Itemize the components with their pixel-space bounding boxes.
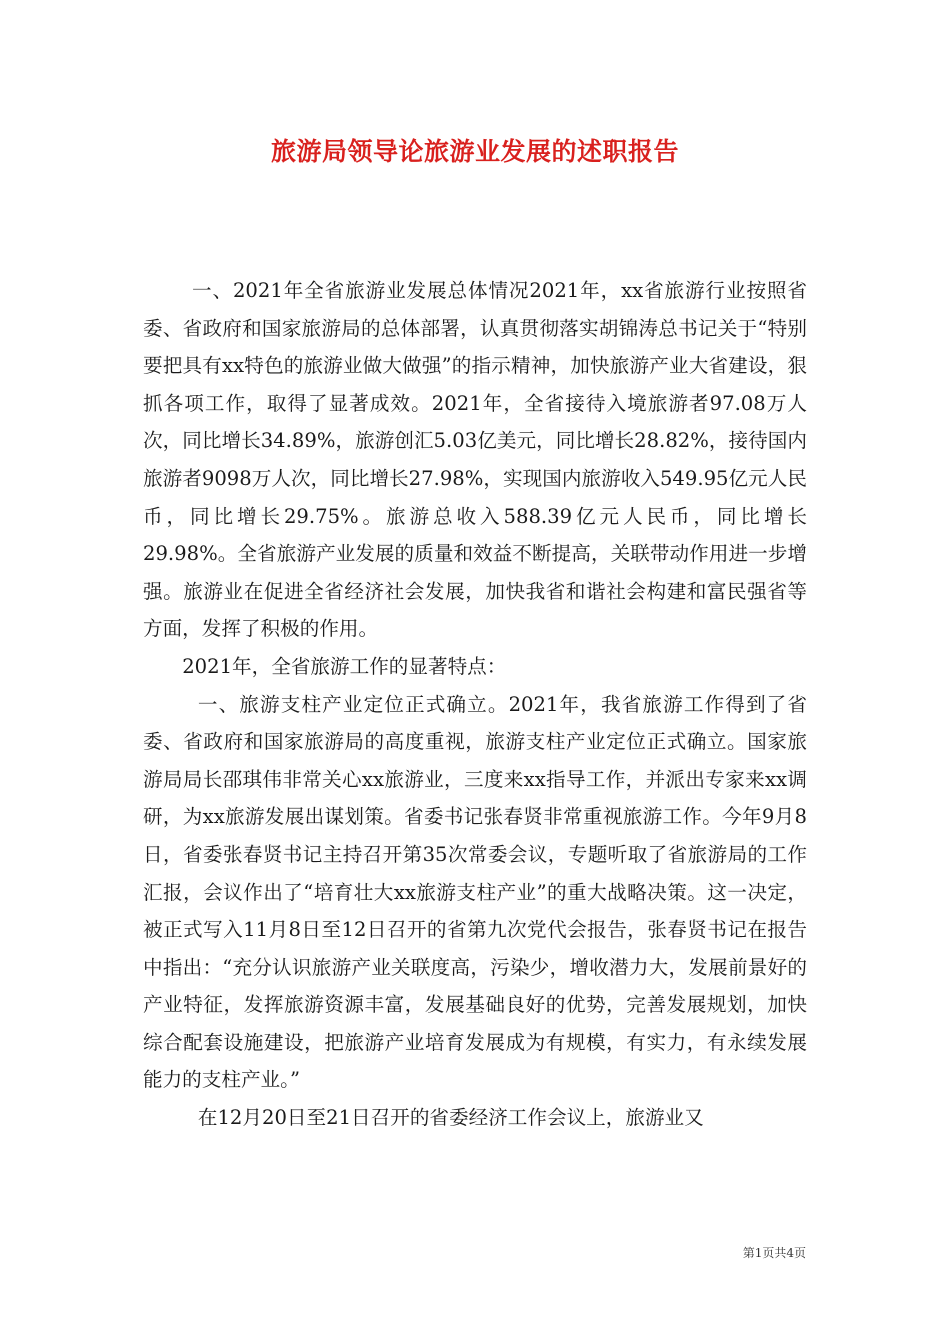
paragraph-overview: 一、2021年全省旅游业发展总体情况2021年，xx省旅游行业按照省委、省政府和国家旅游局的总体部署，认真贯彻落实胡锦涛总书记关于“特别要把具有xx特色的旅游业做大做强”的指示精神，加快旅游产业大省建设，狠抓各项工作，取得了显著成效。2021年，全省接待入境旅游者97.08万人次，同比增长34.89%，旅游创汇5.03亿美元，同比增长28.82%，接待国内旅游者9098万人次，同比增长27.98%，实现国内旅游收入549.95亿元人民币，同比增长29.75%。旅游总收入588.39亿元人民币，同比增长29.98%。全省旅游产业发展的质量和效益不断提高，关联带动作用进一步增强。旅游业在促进全省经济社会发展，加快我省和谐社会构建和富民强省等方面，发挥了积极的作用。 [143, 279, 807, 641]
document-title: 旅游局领导论旅游业发展的述职报告 [270, 137, 679, 166]
paragraph-pillar-industry: 一、旅游支柱产业定位正式确立。2021年，我省旅游工作得到了省委、省政府和国家旅游局的高度重视，旅游支柱产业定位正式确立。国家旅游局局长邵琪伟非常关心xx旅游业，三度来xx指导工作，并派出专家来xx调研，为xx旅游发展出谋划策。省委书记张春贤非常重视旅游工作。今年9月8日，省委张春贤书记主持召开第35次常委会议，专题听取了省旅游局的工作汇报，会议作出了“培育壮大xx旅游支柱产业”的重大战略决策。这一决定，被正式写入11月8日至12日召开的省第九次党代会报告，张春贤书记在报告中指出：“充分认识旅游产业关联度高，污染少，增收潜力大，发展前景好的产业特征，发挥旅游资源丰富，发展基础良好的优势，完善发展规划，加快综合配套设施建设，把旅游产业培育发展成为有规模，有实力，有永续发展能力的支柱产业。” [143, 692, 807, 1092]
page-number: 第1页共4页 [742, 1246, 806, 1260]
paragraph-features-intro: 2021年，全省旅游工作的显著特点： [182, 654, 507, 678]
document-body [143, 272, 807, 1137]
paragraph-economic-meeting: 在12月20日至21日召开的省委经济工作会议上，旅游业又 [197, 1106, 704, 1130]
